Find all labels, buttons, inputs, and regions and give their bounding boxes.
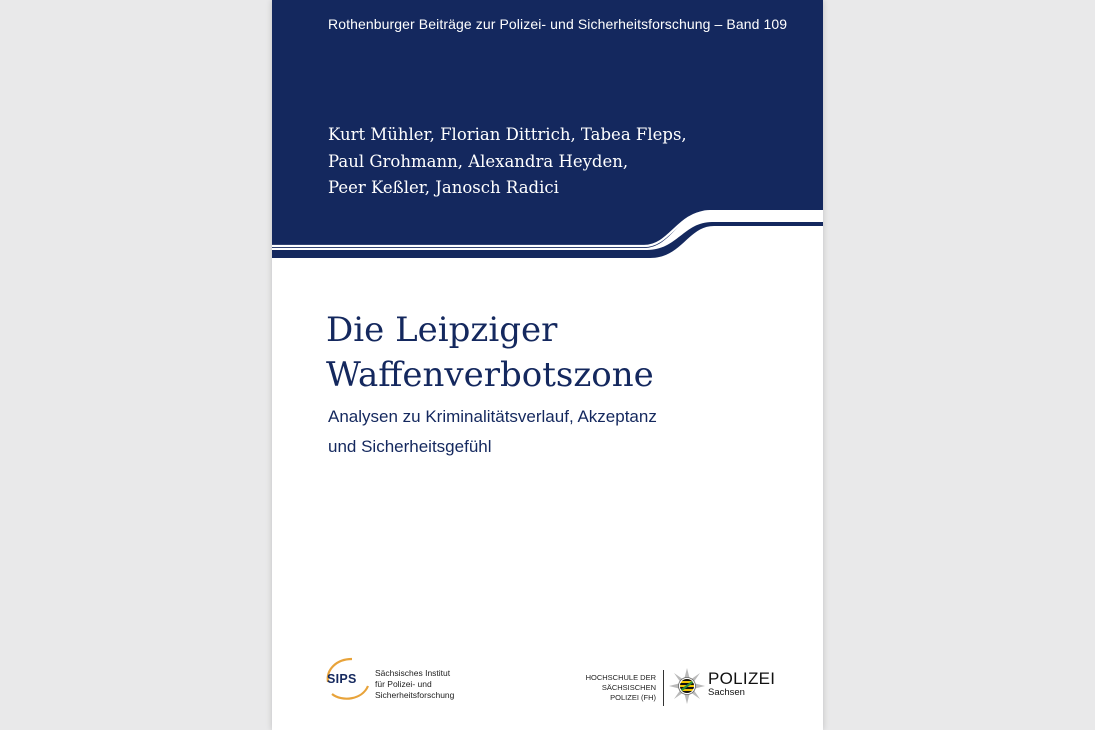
sips-logo <box>322 656 512 706</box>
logo-divider <box>663 670 664 706</box>
book-subtitle <box>328 402 657 462</box>
author-list <box>328 122 687 202</box>
sips-institute-name: Sächsisches Institut für Polizei- und Sicherheitsforschung <box>375 668 455 700</box>
book-cover <box>272 0 823 730</box>
polizei-name: POLIZEI <box>708 669 776 688</box>
series-title: Rothenburger Beiträge zur Polizei- und Sicherheitsforschung – Band 109 <box>328 16 788 32</box>
hochschule-name: HOCHSCHULE DER SÄCHSISCHEN POLIZEI (FH) <box>585 673 656 702</box>
title-line: Die Leipziger <box>326 310 558 350</box>
subtitle-line: und Sicherheitsgefühl <box>328 437 492 456</box>
author-line: Paul Grohmann, Alexandra Heyden, <box>328 151 629 171</box>
book-title <box>326 308 654 398</box>
sips-name: SIPS <box>327 672 357 686</box>
police-star-icon <box>669 668 705 704</box>
author-line: Kurt Mühler, Florian Dittrich, Tabea Fleps, <box>328 125 687 144</box>
subtitle-line: Analysen zu Kriminalitätsverlauf, Akzeptanz <box>328 407 657 426</box>
author-line: Peer Keßler, Janosch Radici <box>328 178 559 197</box>
title-line: Waffenverbotszone <box>326 355 654 395</box>
polizei-region: Sachsen <box>708 687 745 698</box>
